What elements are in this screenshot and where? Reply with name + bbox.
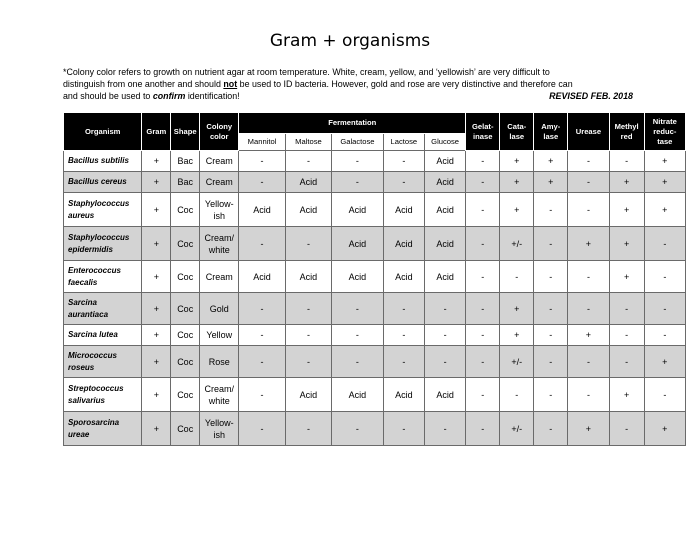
cell-glucose: Acid xyxy=(424,193,465,227)
cell-amylase: - xyxy=(534,293,568,325)
cell-glucose: - xyxy=(424,346,465,378)
col-header-maltose: Maltose xyxy=(285,134,331,151)
cell-amylase: - xyxy=(534,412,568,446)
cell-gram: + xyxy=(142,172,171,193)
cell-amylase: - xyxy=(534,325,568,346)
cell-color: Cream xyxy=(200,261,239,293)
cell-mannitol: - xyxy=(239,378,285,412)
page-title: Gram + organisms xyxy=(269,31,431,51)
cell-color: Yellow- ish xyxy=(200,412,239,446)
cell-nitrate: + xyxy=(644,412,685,446)
cell-nitrate: - xyxy=(644,261,685,293)
cell-gram: + xyxy=(142,151,171,172)
col-header-lactose: Lactose xyxy=(383,134,424,151)
table-row xyxy=(64,412,686,446)
table-row xyxy=(64,261,686,293)
cell-methyl-red: - xyxy=(609,325,644,346)
cell-galactose: - xyxy=(332,346,384,378)
cell-shape: Coc xyxy=(171,193,200,227)
cell-glucose: Acid xyxy=(424,151,465,172)
cell-methyl-red: - xyxy=(609,346,644,378)
cell-gelatinase: - xyxy=(466,293,500,325)
cell-catalase: +/- xyxy=(500,227,534,261)
col-header-methyl-red: Methyl red xyxy=(609,113,644,151)
col-header-glucose: Glucose xyxy=(424,134,465,151)
col-header-organism: Organism xyxy=(64,113,142,151)
table-row xyxy=(64,227,686,261)
cell-methyl-red: - xyxy=(609,293,644,325)
cell-lactose: - xyxy=(383,172,424,193)
cell-nitrate: - xyxy=(644,293,685,325)
table-row xyxy=(64,325,686,346)
organism-name: Micrococcus roseus xyxy=(64,346,142,378)
cell-gelatinase: - xyxy=(466,412,500,446)
cell-gram: + xyxy=(142,346,171,378)
cell-color: Cream xyxy=(200,151,239,172)
table-row xyxy=(64,378,686,412)
organism-name: Staphylococcus aureus xyxy=(64,193,142,227)
cell-maltose: Acid xyxy=(285,261,331,293)
cell-urease: - xyxy=(568,346,609,378)
cell-shape: Coc xyxy=(171,293,200,325)
cell-lactose: Acid xyxy=(383,378,424,412)
cell-catalase: + xyxy=(500,172,534,193)
cell-catalase: +/- xyxy=(500,346,534,378)
cell-shape: Coc xyxy=(171,378,200,412)
cell-shape: Coc xyxy=(171,412,200,446)
cell-nitrate: + xyxy=(644,151,685,172)
cell-lactose: - xyxy=(383,151,424,172)
col-header-galactose: Galactose xyxy=(332,134,384,151)
cell-color: Cream xyxy=(200,172,239,193)
cell-gram: + xyxy=(142,325,171,346)
cell-color: Cream/ white xyxy=(200,227,239,261)
cell-glucose: Acid xyxy=(424,378,465,412)
cell-mannitol: Acid xyxy=(239,193,285,227)
gram-positive-table xyxy=(63,112,686,446)
cell-methyl-red: + xyxy=(609,193,644,227)
cell-amylase: + xyxy=(534,151,568,172)
cell-urease: - xyxy=(568,193,609,227)
table-row xyxy=(64,172,686,193)
cell-amylase: - xyxy=(534,346,568,378)
cell-mannitol: - xyxy=(239,346,285,378)
cell-methyl-red: - xyxy=(609,412,644,446)
cell-glucose: - xyxy=(424,412,465,446)
cell-glucose: Acid xyxy=(424,261,465,293)
cell-color: Yellow xyxy=(200,325,239,346)
cell-shape: Coc xyxy=(171,346,200,378)
cell-gram: + xyxy=(142,193,171,227)
cell-nitrate: - xyxy=(644,378,685,412)
cell-gram: + xyxy=(142,378,171,412)
cell-gelatinase: - xyxy=(466,193,500,227)
cell-urease: + xyxy=(568,227,609,261)
cell-catalase: + xyxy=(500,193,534,227)
cell-urease: - xyxy=(568,293,609,325)
cell-color: Cream/ white xyxy=(200,378,239,412)
cell-gram: + xyxy=(142,227,171,261)
cell-gram: + xyxy=(142,412,171,446)
cell-methyl-red: + xyxy=(609,261,644,293)
table-body xyxy=(64,151,686,446)
cell-urease: - xyxy=(568,378,609,412)
cell-urease: + xyxy=(568,325,609,346)
cell-gelatinase: - xyxy=(466,378,500,412)
cell-lactose: Acid xyxy=(383,261,424,293)
cell-glucose: Acid xyxy=(424,172,465,193)
cell-catalase: - xyxy=(500,378,534,412)
col-header-amylase: Amy- lase xyxy=(534,113,568,151)
cell-mannitol: - xyxy=(239,325,285,346)
note-line-3: and should be used to confirm identification! REVISED FEB. 2018 xyxy=(63,91,633,101)
organism-name: Bacillus subtilis xyxy=(64,151,142,172)
cell-nitrate: - xyxy=(644,325,685,346)
col-header-catalase: Cata- lase xyxy=(500,113,534,151)
cell-methyl-red: + xyxy=(609,378,644,412)
cell-shape: Bac xyxy=(171,172,200,193)
cell-galactose: Acid xyxy=(332,378,384,412)
cell-nitrate: + xyxy=(644,193,685,227)
table-row xyxy=(64,293,686,325)
cell-glucose: - xyxy=(424,325,465,346)
organism-name: Sarcina aurantiaca xyxy=(64,293,142,325)
cell-urease: - xyxy=(568,151,609,172)
col-header-urease: Urease xyxy=(568,113,609,151)
organism-name: Sarcina lutea xyxy=(64,325,142,346)
organism-name: Streptococcus salivarius xyxy=(64,378,142,412)
cell-shape: Coc xyxy=(171,261,200,293)
cell-galactose: - xyxy=(332,325,384,346)
organism-name: Sporosarcina ureae xyxy=(64,412,142,446)
cell-maltose: - xyxy=(285,151,331,172)
organism-name: Staphylococcus epidermidis xyxy=(64,227,142,261)
cell-catalase: + xyxy=(500,151,534,172)
revised-date: REVISED FEB. 2018 xyxy=(549,91,633,101)
table-row xyxy=(64,151,686,172)
cell-lactose: Acid xyxy=(383,193,424,227)
cell-maltose: - xyxy=(285,412,331,446)
cell-color: Gold xyxy=(200,293,239,325)
cell-galactose: Acid xyxy=(332,261,384,293)
col-header-nitrate-reductase: Nitrate reduc- tase xyxy=(644,113,685,151)
cell-galactose: Acid xyxy=(332,193,384,227)
table-row xyxy=(64,193,686,227)
cell-lactose: - xyxy=(383,293,424,325)
cell-gelatinase: - xyxy=(466,261,500,293)
cell-nitrate: + xyxy=(644,346,685,378)
cell-amylase: - xyxy=(534,378,568,412)
cell-gram: + xyxy=(142,293,171,325)
cell-maltose: Acid xyxy=(285,378,331,412)
cell-mannitol: - xyxy=(239,412,285,446)
cell-maltose: - xyxy=(285,293,331,325)
cell-maltose: - xyxy=(285,346,331,378)
cell-maltose: - xyxy=(285,227,331,261)
cell-shape: Bac xyxy=(171,151,200,172)
cell-mannitol: - xyxy=(239,227,285,261)
note-emphasis-not: not xyxy=(223,79,238,89)
cell-mannitol: Acid xyxy=(239,261,285,293)
cell-lactose: - xyxy=(383,346,424,378)
cell-methyl-red: + xyxy=(609,227,644,261)
cell-mannitol: - xyxy=(239,172,285,193)
cell-catalase: + xyxy=(500,325,534,346)
table-row xyxy=(64,346,686,378)
cell-nitrate: - xyxy=(644,227,685,261)
cell-methyl-red: - xyxy=(609,151,644,172)
cell-gram: + xyxy=(142,261,171,293)
cell-glucose: - xyxy=(424,293,465,325)
cell-color: Yellow- ish xyxy=(200,193,239,227)
col-header-colony-color: Colony color xyxy=(200,113,239,151)
cell-catalase: + xyxy=(500,293,534,325)
cell-galactose: - xyxy=(332,412,384,446)
cell-color: Rose xyxy=(200,346,239,378)
cell-lactose: Acid xyxy=(383,227,424,261)
cell-gelatinase: - xyxy=(466,346,500,378)
cell-methyl-red: + xyxy=(609,172,644,193)
cell-gelatinase: - xyxy=(466,151,500,172)
cell-urease: - xyxy=(568,172,609,193)
cell-catalase: +/- xyxy=(500,412,534,446)
col-header-gram: Gram xyxy=(142,113,171,151)
cell-maltose: - xyxy=(285,325,331,346)
cell-galactose: - xyxy=(332,172,384,193)
cell-maltose: Acid xyxy=(285,193,331,227)
cell-catalase: - xyxy=(500,261,534,293)
note-line-1: *Colony color refers to growth on nutrient agar at room temperature. White, cream, yellow, and ‘yellowish’ are very difficult to xyxy=(63,67,550,77)
cell-galactose: - xyxy=(332,293,384,325)
col-header-shape: Shape xyxy=(171,113,200,151)
colony-color-note xyxy=(63,66,633,102)
cell-amylase: - xyxy=(534,227,568,261)
cell-amylase: - xyxy=(534,193,568,227)
cell-shape: Coc xyxy=(171,227,200,261)
organism-name: Enterococcus faecalis xyxy=(64,261,142,293)
cell-galactose: - xyxy=(332,151,384,172)
cell-lactose: - xyxy=(383,412,424,446)
col-header-gelatinase: Gelat- inase xyxy=(466,113,500,151)
col-header-fermentation: Fermentation xyxy=(239,113,466,134)
col-header-mannitol: Mannitol xyxy=(239,134,285,151)
cell-gelatinase: - xyxy=(466,325,500,346)
cell-gelatinase: - xyxy=(466,227,500,261)
organism-name: Bacillus cereus xyxy=(64,172,142,193)
cell-amylase: - xyxy=(534,261,568,293)
note-line-2: distinguish from one another and should not be used to ID bacteria. However, gold and rose are very distinctive and therefore can xyxy=(63,79,573,89)
note-emphasis-confirm: confirm xyxy=(152,91,186,101)
cell-maltose: Acid xyxy=(285,172,331,193)
cell-amylase: + xyxy=(534,172,568,193)
cell-lactose: - xyxy=(383,325,424,346)
cell-mannitol: - xyxy=(239,151,285,172)
cell-gelatinase: - xyxy=(466,172,500,193)
cell-mannitol: - xyxy=(239,293,285,325)
cell-glucose: Acid xyxy=(424,227,465,261)
cell-shape: Coc xyxy=(171,325,200,346)
cell-urease: - xyxy=(568,261,609,293)
cell-urease: + xyxy=(568,412,609,446)
cell-nitrate: + xyxy=(644,172,685,193)
cell-galactose: Acid xyxy=(332,227,384,261)
